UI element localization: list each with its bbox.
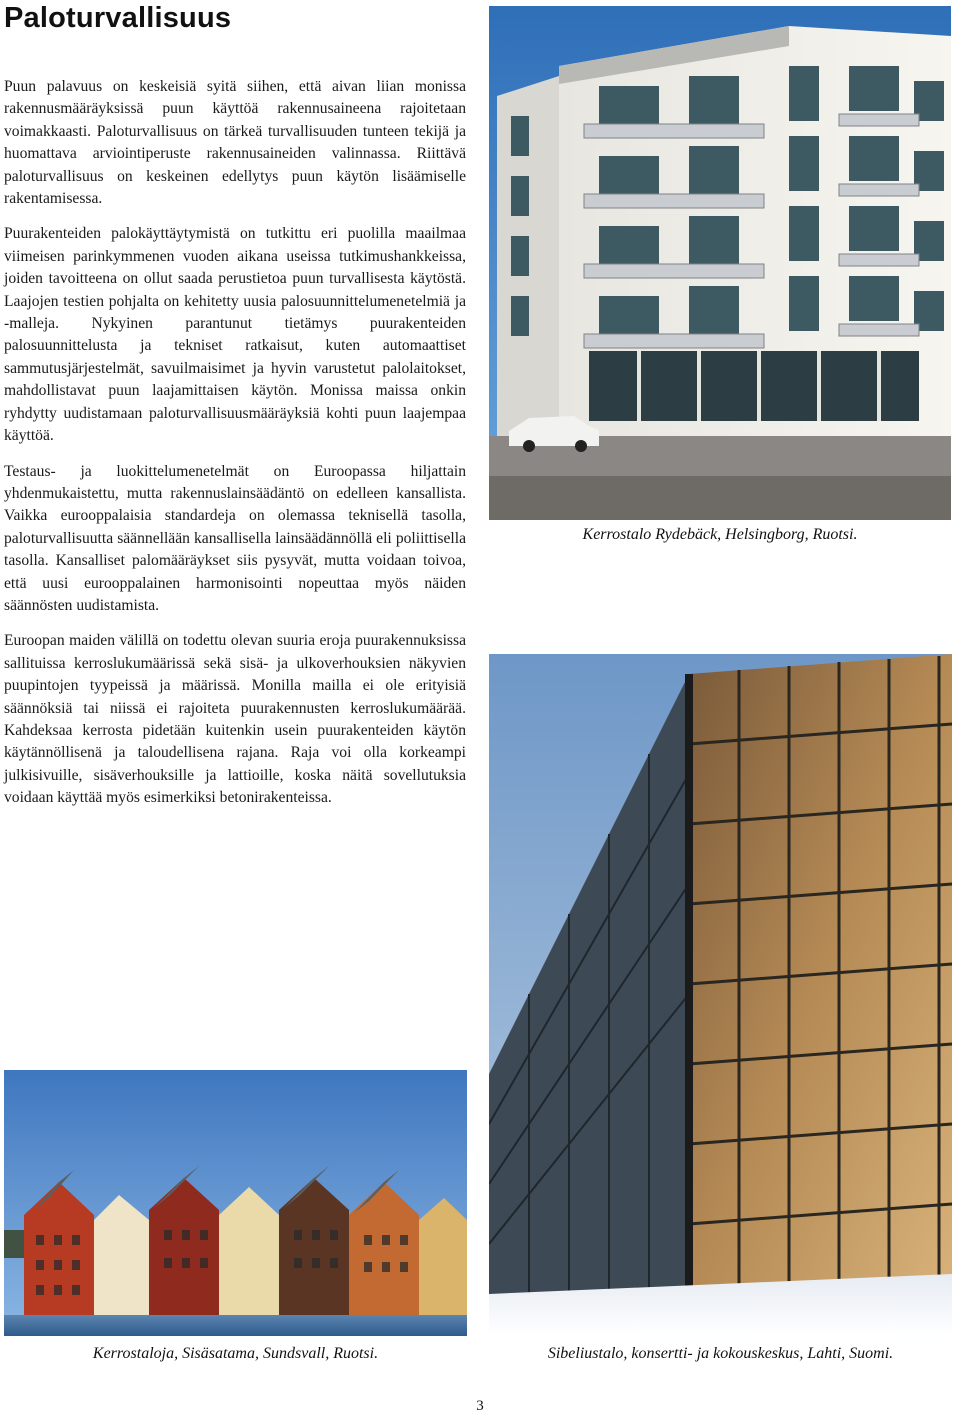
photo-sundsvall-houses xyxy=(4,1070,467,1336)
paragraph: Puurakenteiden palokäyttäytymistä on tutkittu eri puolilla maailmaa viimeisen parinkymmenen vuoden aikana useissa tutkimushankkeissa, joiden tavoitteena on ollut saada perustietoa puun turvallisesta käytöstä. Laajojen testien pohjalta on kehitetty uusia palosuunnittelumenetelmiä ja -malleja. Nykyinen parantunut tietämys puurakenteiden palosuunnittelusta ja tekniset ratkaisut, kuten automaattiset sammutusjärjestelmät, savuilmaisimet ja hyvin varustetut palolaitokset, mahdollistavat puun laajamittaisen käytön. Monissa maissa onkin ryhdytty uudistamaan paloturvallisuusmääräyksiä kohti puun laajempaa käyttöä. xyxy=(4,225,466,445)
body-text xyxy=(4,76,466,823)
paragraph: Puun palavuus on keskeisiä syitä siihen, että aivan liian monissa rakennusmääräyksissä puun käyttöä rakennusaineena rajoitetaan voimakkaasti. Paloturvallisuus on tärkeä turvallisuuden tunteen tekijä ja huomattava arviointiperuste rakennusaineiden valinnassa. Riittävä paloturvallisuus on keskeinen edellytys puun käytön lisäämiselle rakentamisessa. xyxy=(4,78,466,208)
page-title: Paloturvallisuus xyxy=(4,2,232,34)
paragraph: Euroopan maiden välillä on todettu olevan suuria eroja puurakennuksissa sallituissa kerroslukumäärissä sekä sisä- ja ulkoverhouksien näkyvien puupintojen tyypeissä ja määrissä. Monilla mailla ei ole erityisiä säännöksiä tai niissä ei rajoiteta puurakennusten kerroslukumäärää. Kahdeksaa kerrosta pidetään kuitenkin usein puurakenteiden käytön käytännöllisenä ja taloudellisena rajana. Raja voi olla korkeampi julkisivuille, sisäverhouksille ja lattioille, koska näitä sovellutuksia voidaan käyttää myös esimerkiksi betonirakenteissa. xyxy=(4,632,466,807)
page-number: 3 xyxy=(476,1398,484,1414)
photo-sibeliustalo-facade xyxy=(489,654,952,1336)
paragraph: Testaus- ja luokittelumenetelmät on Euroopassa hiljattain yhdenmukaistettu, mutta rakennuslainsäädäntö on edelleen kansallista. Vaikka eurooppalaisia standardeja on olemassa teknisellä tasolla, paloturvallisuutta säännellään kansallisella lainsäädännöllä eli poliittisella tasolla. Kansalliset palomääräykset siis pysyvät, mutta voidaan toivoa, että uusi eurooppalainen harmonisointi nopeuttaa myös näiden säännösten uudistamista. xyxy=(4,462,466,614)
photo-rydeback-building xyxy=(489,6,951,520)
figure-caption: Kerrostalo Rydebäck, Helsingborg, Ruotsi. xyxy=(582,526,858,543)
figure-caption: Sibeliustalo, konsertti- ja kokouskeskus, Lahti, Suomi. xyxy=(547,1345,894,1362)
figure-caption: Kerrostaloja, Sisäsatama, Sundsvall, Ruotsi. xyxy=(92,1345,379,1362)
